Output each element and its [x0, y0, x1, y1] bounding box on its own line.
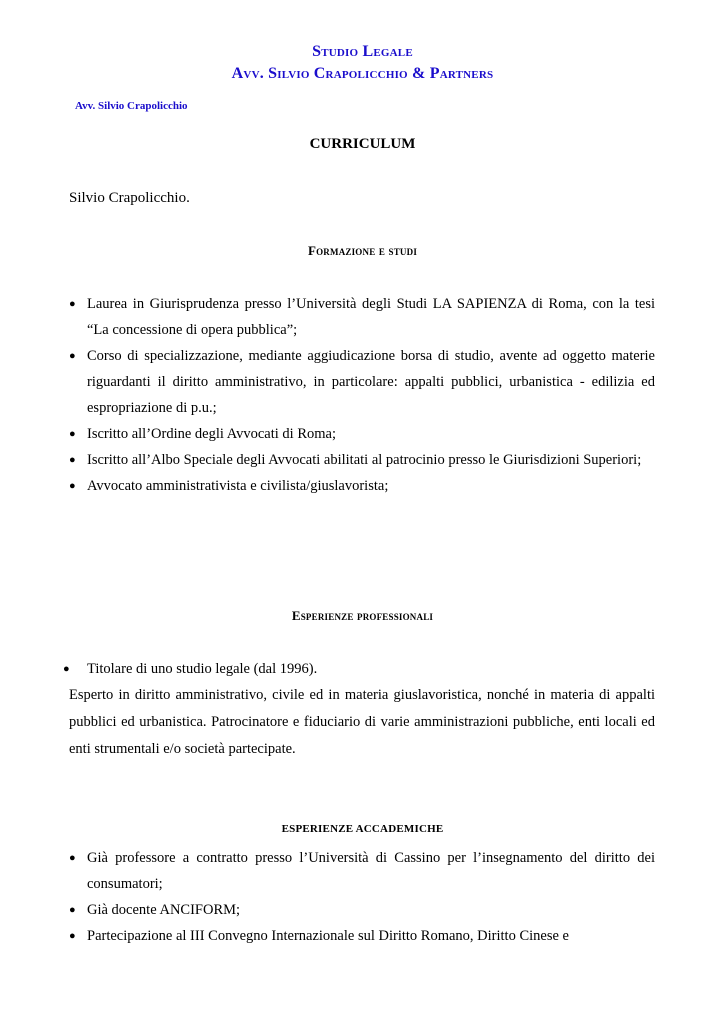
list-item-text: Già professore a contratto presso l’Università di Cassino per l’insegnamento del diritto dei consumatori; — [87, 850, 655, 892]
list-item-text: Già docente ANCIFORM; — [87, 902, 241, 918]
bullet-icon: ● — [69, 930, 76, 942]
list-item — [0, 447, 725, 473]
bullet-icon: ● — [69, 904, 76, 916]
formazione-list — [0, 291, 725, 499]
bullet-icon: ● — [69, 852, 76, 864]
list-item-text: Partecipazione al III Convegno Internazionale sul Diritto Romano, Diritto Cinese e — [87, 928, 569, 944]
list-item-text: Corso di specializzazione, mediante aggiudicazione borsa di studio, avente ad oggetto materie riguardanti il diritto amministrativo, in particolare: appalti pubblici, urbanistica - edilizia ed espropriazione di p.u.; — [87, 348, 655, 416]
section-heading-formazione: Formazione e studi — [307, 243, 418, 258]
document-title: CURRICULUM — [309, 136, 416, 152]
firm-partners-line: Avv. Silvio Crapolicchio & Partners — [231, 65, 494, 82]
list-item — [0, 845, 725, 897]
professional-summary: Esperto in diritto amministrativo, civile ed in materia giuslavoristica, nonché in materia di appalti pubblici ed urbanistica. Patrocinatore e fiduciario di varie amministrazioni pubbliche, enti locali ed enti strumentali e/o società partecipate. — [69, 687, 655, 757]
list-item — [0, 923, 725, 949]
list-item-text: Iscritto all’Albo Speciale degli Avvocati abilitati al patrocinio presso le Giurisdizioni Superiori; — [87, 452, 642, 468]
section-heading-esperienze-professionali: Esperienze professionali — [291, 608, 434, 623]
list-item — [0, 291, 725, 343]
esperienze-accademiche-list — [0, 845, 725, 949]
bullet-icon: ● — [69, 298, 76, 310]
bullet-icon: ● — [63, 663, 70, 675]
esperienze-professionali-list — [0, 656, 725, 682]
list-item — [0, 656, 725, 682]
list-item — [0, 897, 725, 923]
bullet-icon: ● — [69, 350, 76, 362]
firm-name: Studio Legale — [312, 43, 413, 60]
section-heading-esperienze-accademiche: ESPERIENZE ACCADEMICHE — [281, 823, 444, 835]
list-item-text: Avvocato amministrativista e civilista/giuslavorista; — [87, 478, 389, 494]
attorney-name: Avv. Silvio Crapolicchio — [75, 100, 188, 112]
list-item-text: Iscritto all’Ordine degli Avvocati di Roma; — [87, 426, 336, 442]
person-name: Silvio Crapolicchio. — [69, 190, 190, 206]
list-item-text: Laurea in Giurisprudenza presso l’Università degli Studi LA SAPIENZA di Roma, con la tesi “La concessione di opera pubblica”; — [87, 296, 655, 338]
list-item — [0, 343, 725, 421]
list-item-text: Titolare di uno studio legale (dal 1996). — [87, 661, 318, 677]
bullet-icon: ● — [69, 454, 76, 466]
list-item — [0, 473, 725, 499]
bullet-icon: ● — [69, 428, 76, 440]
bullet-icon: ● — [69, 480, 76, 492]
list-item — [0, 421, 725, 447]
